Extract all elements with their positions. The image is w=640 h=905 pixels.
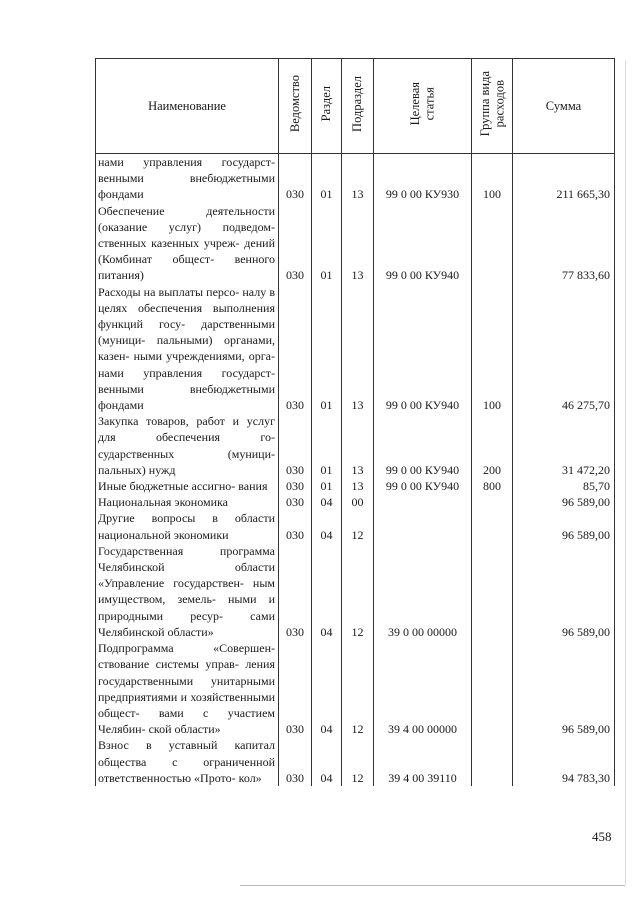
cell-podrazdel: 13 (342, 478, 374, 494)
cell-celevaya: 39 0 00 00000 (374, 543, 472, 640)
cell-summa: 31 472,20 (513, 413, 615, 478)
cell-summa: 94 783,30 (513, 737, 615, 786)
table-row (96, 737, 615, 786)
cell-podrazdel: 13 (342, 154, 374, 203)
header-ved: Ведомство (279, 59, 312, 154)
cell-name: Расходы на выплаты персо- налу в целях обеспечения выполнения функций госу- дарственными (муници- пальными) органами, казен- ными учреждениями, орга- нами управления государст- венными внебюджетными фондами (96, 284, 279, 414)
table-row (96, 510, 615, 542)
cell-name: Закупка товаров, работ и услуг для обеспечения го- сударственных (муници- пальных) нужд (96, 413, 279, 478)
cell-podrazdel: 13 (342, 203, 374, 284)
cell-celevaya: 99 0 00 КУ930 (374, 154, 472, 203)
cell-ved: 030 (279, 543, 312, 640)
cell-ved: 030 (279, 510, 312, 542)
budget-table (95, 58, 615, 786)
cell-gruppa (472, 203, 513, 284)
cell-summa: 96 589,00 (513, 640, 615, 737)
cell-gruppa (472, 543, 513, 640)
cell-gruppa (472, 640, 513, 737)
table-row (96, 413, 615, 478)
table-row (96, 284, 615, 414)
header-razdel: Раздел (312, 59, 342, 154)
cell-celevaya (374, 510, 472, 542)
cell-summa: 77 833,60 (513, 203, 615, 284)
table-row (96, 543, 615, 640)
cell-gruppa (472, 510, 513, 542)
cell-razdel: 04 (312, 640, 342, 737)
cell-razdel: 04 (312, 543, 342, 640)
header-podrazdel: Подраздел (342, 59, 374, 154)
cell-razdel: 01 (312, 203, 342, 284)
cell-summa: 211 665,30 (513, 154, 615, 203)
header-celevaya: Целевая статья (374, 59, 472, 154)
cell-podrazdel: 12 (342, 640, 374, 737)
cell-celevaya: 99 0 00 КУ940 (374, 284, 472, 414)
cell-gruppa: 100 (472, 284, 513, 414)
cell-ved: 030 (279, 284, 312, 414)
cell-gruppa (472, 494, 513, 510)
cell-razdel: 04 (312, 510, 342, 542)
cell-ved: 030 (279, 154, 312, 203)
table-row (96, 203, 615, 284)
cell-name: Национальная экономика (96, 494, 279, 510)
cell-podrazdel: 12 (342, 543, 374, 640)
cell-celevaya: 39 4 00 00000 (374, 640, 472, 737)
cell-name: Подпрограмма «Совершен- ствование системы управ- ления государственными унитарными предприятиями и хозяйственными общест- вами с участием Челябин- ской области» (96, 640, 279, 737)
cell-razdel: 01 (312, 154, 342, 203)
cell-gruppa (472, 737, 513, 786)
cell-celevaya: 99 0 00 КУ940 (374, 413, 472, 478)
cell-summa: 96 589,00 (513, 510, 615, 542)
cell-gruppa: 100 (472, 154, 513, 203)
cell-ved: 030 (279, 478, 312, 494)
cell-summa: 46 275,70 (513, 284, 615, 414)
table-row (96, 478, 615, 494)
cell-ved: 030 (279, 203, 312, 284)
cell-razdel: 01 (312, 284, 342, 414)
table-header-row (96, 59, 615, 154)
cell-name: Государственная программа Челябинской области «Управление государствен- ным имуществом, земель- ными и природными ресур- сами Челябинской области» (96, 543, 279, 640)
cell-celevaya: 39 4 00 39110 (374, 737, 472, 786)
cell-razdel: 04 (312, 737, 342, 786)
cell-gruppa: 200 (472, 413, 513, 478)
table-row (96, 640, 615, 737)
cell-razdel: 01 (312, 478, 342, 494)
cell-podrazdel: 13 (342, 284, 374, 414)
cell-name: Обеспечение деятельности (оказание услуг) подведом- ственных казенных учреж- дений (Комбинат общест- венного питания) (96, 203, 279, 284)
cell-ved: 030 (279, 413, 312, 478)
table-row (96, 494, 615, 510)
cell-gruppa: 800 (472, 478, 513, 494)
page-number: 458 (592, 829, 612, 844)
cell-podrazdel: 12 (342, 737, 374, 786)
header-gruppa: Группа вида расходов (472, 59, 513, 154)
cell-celevaya (374, 494, 472, 510)
page-edge-line (625, 60, 626, 885)
cell-name: нами управления государст- венными внебюджетными фондами (96, 154, 279, 203)
bottom-rule (240, 885, 625, 886)
table-row (96, 154, 615, 203)
cell-name: Другие вопросы в области национальной экономики (96, 510, 279, 542)
cell-summa: 96 589,00 (513, 543, 615, 640)
cell-summa: 85,70 (513, 478, 615, 494)
cell-name: Иные бюджетные ассигно- вания (96, 478, 279, 494)
cell-podrazdel: 12 (342, 510, 374, 542)
cell-razdel: 04 (312, 494, 342, 510)
header-name: Наименование (96, 59, 279, 154)
cell-ved: 030 (279, 737, 312, 786)
cell-ved: 030 (279, 494, 312, 510)
header-summa: Сумма (513, 59, 615, 154)
cell-podrazdel: 00 (342, 494, 374, 510)
cell-celevaya: 99 0 00 КУ940 (374, 203, 472, 284)
cell-ved: 030 (279, 640, 312, 737)
cell-name: Взнос в уставный капитал общества с ограниченной ответственностью «Прото- кол» (96, 737, 279, 786)
cell-razdel: 01 (312, 413, 342, 478)
cell-summa: 96 589,00 (513, 494, 615, 510)
cell-podrazdel: 13 (342, 413, 374, 478)
cell-celevaya: 99 0 00 КУ940 (374, 478, 472, 494)
